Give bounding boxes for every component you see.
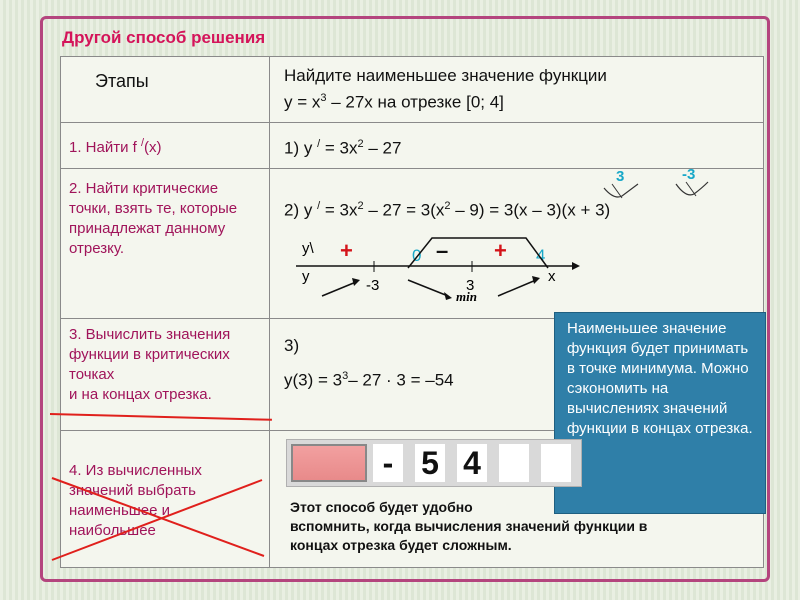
row4-left: 4. Из вычисленных значений выбрать наименьшее и наибольшее xyxy=(69,462,202,539)
tick-3-label: 3 xyxy=(466,277,475,294)
answer-digit-2: 5 xyxy=(415,444,445,482)
note-line-3: концах отрезка будет сложным. xyxy=(290,537,512,553)
row1-left-sup: / xyxy=(140,137,145,149)
increase-arrow-left xyxy=(322,282,356,296)
answer-digit-1: - xyxy=(373,444,403,482)
r3-b: – 27 · 3 = –54 xyxy=(348,370,454,390)
row3-left-b: и на концах отрезка. xyxy=(69,386,212,403)
r2-d: – 9) = 3(x – 3)(x + 3) xyxy=(450,200,611,220)
row3-step: 3) xyxy=(284,336,300,355)
stages-heading: Этапы xyxy=(95,71,149,91)
r2-b: = 3x xyxy=(320,200,358,220)
method-note xyxy=(290,498,647,555)
r2-sup2: 2 xyxy=(357,200,364,212)
answer-digit-3: 4 xyxy=(457,444,487,482)
r2-sup1: / xyxy=(317,200,321,212)
axis-arrowhead xyxy=(572,262,580,270)
task-fn-sup: 3 xyxy=(320,92,327,104)
r1-c: – 27 xyxy=(363,138,402,158)
answer-digit-5 xyxy=(541,444,571,482)
row2-left: 2. Найти критические точки, взять те, которые принадлежат данному отрезку. xyxy=(69,180,238,257)
answer-digit-4 xyxy=(499,444,529,482)
r1-sup1: / xyxy=(317,138,321,150)
root-neg3-label: -3 xyxy=(682,166,696,183)
note-line-2: вспомнить, когда вычисления значений функции в xyxy=(290,518,648,534)
decrease-arrowhead xyxy=(444,292,452,300)
r1-sup2: 2 xyxy=(357,138,364,150)
r1-a: 1) y xyxy=(284,138,318,158)
sign-plus-right: + xyxy=(494,238,507,263)
r3-sup: 3 xyxy=(342,370,349,382)
note-line-1: Этот способ будет удобно xyxy=(290,499,473,515)
increase-arrow-right xyxy=(498,280,536,296)
slide-title: Другой способ решения xyxy=(62,28,266,47)
sign-plus-left: + xyxy=(340,238,353,263)
tick-0-label: 0 xyxy=(412,246,422,265)
r2-sup3: 2 xyxy=(444,200,451,212)
row1-left-a: 1. Найти f xyxy=(69,139,141,156)
min-label: min xyxy=(456,289,477,304)
answer-button[interactable] xyxy=(291,444,367,482)
r2-c: – 27 = 3(x xyxy=(363,200,445,220)
tick-neg3-label: -3 xyxy=(366,277,380,294)
segment-bracket xyxy=(408,238,548,268)
row3-left-a: 3. Вычислить значения функции в критических точках xyxy=(69,326,231,383)
row1-left-b: (x) xyxy=(144,139,162,156)
task-fn-b: – 27x на отрезке [0; 4] xyxy=(326,92,504,112)
increase-arrowhead-right xyxy=(532,276,540,284)
root-3-label: 3 xyxy=(616,168,625,185)
hint-box: Наименьшее значение функция будет принимать в точке минимума. Можно сэкономить на вычислениях значений функции в концах отрезка. xyxy=(554,312,766,514)
answer-widget xyxy=(286,439,582,487)
axis-y-label: y xyxy=(302,268,310,285)
tick-4-label: 4 xyxy=(536,246,546,265)
task-line-1: Найдите наименьшее значение функции xyxy=(284,66,607,85)
axis-yprime-label: y\ xyxy=(302,240,314,257)
decrease-arrow xyxy=(408,280,448,296)
increase-arrowhead-left xyxy=(352,278,360,286)
r1-b: = 3x xyxy=(320,138,358,158)
task-fn-a: y = x xyxy=(284,92,321,112)
axis-x-label: x xyxy=(548,268,556,285)
sign-minus: – xyxy=(436,238,449,263)
r3-a: y(3) = 3 xyxy=(284,370,343,390)
r2-a: 2) y xyxy=(284,200,318,220)
